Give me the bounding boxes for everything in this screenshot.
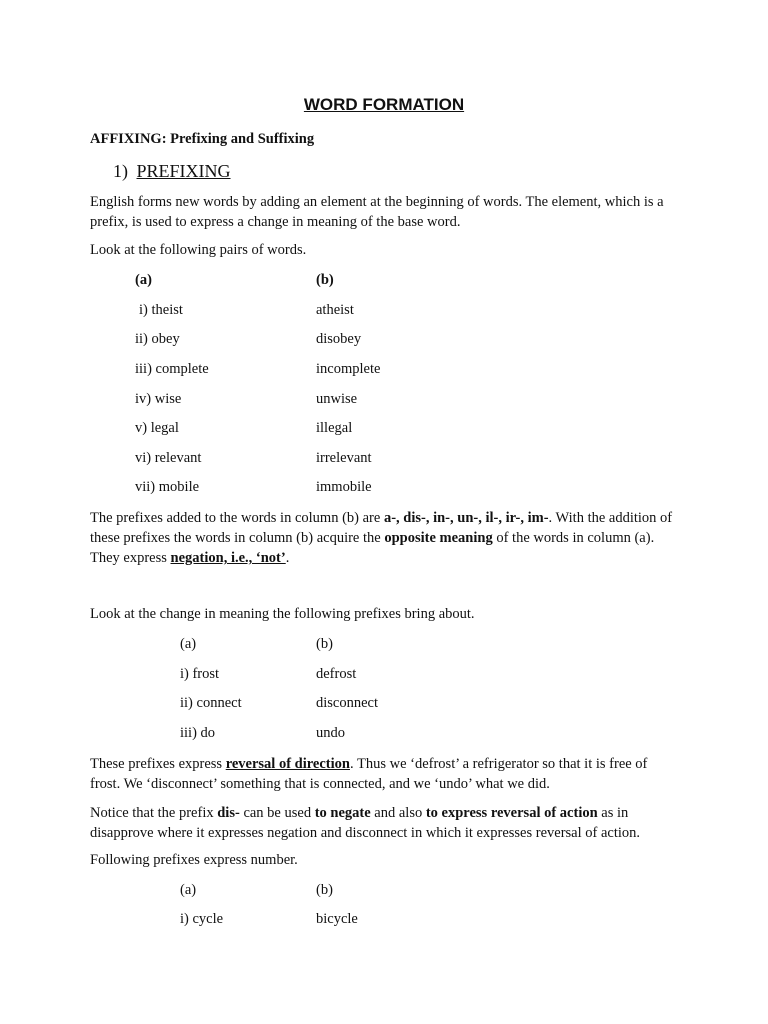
emphasis: negation, i.e., ‘not’ xyxy=(170,550,286,566)
pair-b: illegal xyxy=(316,420,353,436)
text: . Thus we ‘defrost’ a refrigerator so that it is free of frost. We ‘disconnect’ something that is connected, and we ‘undo’ what we did. xyxy=(90,756,648,792)
text: . With the addition of these prefixes the words in column (b) acquire the xyxy=(90,510,673,546)
emphasis: to negate xyxy=(314,805,371,821)
pair-a: i) frost xyxy=(180,666,220,682)
emphasis: opposite meaning xyxy=(384,530,493,546)
following-number-text: Following prefixes express number. xyxy=(90,852,298,868)
text: and also xyxy=(370,805,426,821)
text: of the words in column (a). They express xyxy=(90,530,655,566)
column-a-header: (a) xyxy=(135,272,152,288)
intro-paragraph: English forms new words by adding an element at the beginning of words. The element, which is a prefix, is used to express a change in meaning of the base word. xyxy=(90,194,664,230)
emphasis: dis- xyxy=(217,805,240,821)
pair-a: ii) obey xyxy=(135,331,180,347)
section-heading-prefixing xyxy=(113,161,231,182)
pair-b: disobey xyxy=(316,331,362,347)
text: as in disapprove where it expresses negation and disconnect in which it expresses reversal of action. xyxy=(90,805,641,841)
pair-b: undo xyxy=(316,725,345,741)
text: These prefixes express xyxy=(90,756,226,772)
column-b-header: (b) xyxy=(316,272,334,288)
pair-a: vii) mobile xyxy=(135,479,200,495)
look-change-text: Look at the change in meaning the following prefixes bring about. xyxy=(90,606,475,622)
emphasis: reversal of direction xyxy=(225,756,350,772)
pair-b: irrelevant xyxy=(316,450,372,466)
pair-b: defrost xyxy=(316,666,357,682)
affixing-heading: AFFIXING: Prefixing and Suffixing xyxy=(90,131,315,147)
pair-b: disconnect xyxy=(316,695,379,711)
pair-b: unwise xyxy=(316,391,358,407)
column-a-header: (a) xyxy=(180,636,197,652)
section-label: PREFIXING xyxy=(136,161,231,181)
text: The prefixes added to the words in column (b) are xyxy=(90,510,384,526)
pair-b: atheist xyxy=(316,302,354,318)
text: Notice that the prefix xyxy=(90,805,218,821)
emphasis: to express reversal of action xyxy=(425,805,598,821)
pair-a: v) legal xyxy=(135,420,179,436)
column-b-header: (b) xyxy=(316,882,333,898)
pair-a: vi) relevant xyxy=(135,450,202,466)
column-a-header: (a) xyxy=(180,882,197,898)
section-number: 1) xyxy=(113,161,128,181)
column-b-header: (b) xyxy=(316,636,333,652)
page-title: WORD FORMATION xyxy=(303,95,465,114)
look-pairs-text: Look at the following pairs of words. xyxy=(90,242,307,258)
reversal-paragraph xyxy=(90,754,680,794)
pair-b: incomplete xyxy=(316,361,381,377)
dis-paragraph xyxy=(90,803,680,843)
negation-paragraph xyxy=(90,508,680,568)
pair-b: immobile xyxy=(316,479,372,495)
pair-a: iii) complete xyxy=(135,361,209,377)
pair-a: ii) connect xyxy=(180,695,242,711)
text: can be used xyxy=(239,805,315,821)
pair-a: iii) do xyxy=(180,725,216,741)
prefix-list: a-, dis-, in-, un-, il-, ir-, im- xyxy=(383,510,549,526)
pair-a: i) cycle xyxy=(180,911,224,927)
text: . xyxy=(285,550,290,566)
pair-a: iv) wise xyxy=(135,391,182,407)
pair-a: i) theist xyxy=(139,302,183,318)
pair-b: bicycle xyxy=(316,911,358,927)
